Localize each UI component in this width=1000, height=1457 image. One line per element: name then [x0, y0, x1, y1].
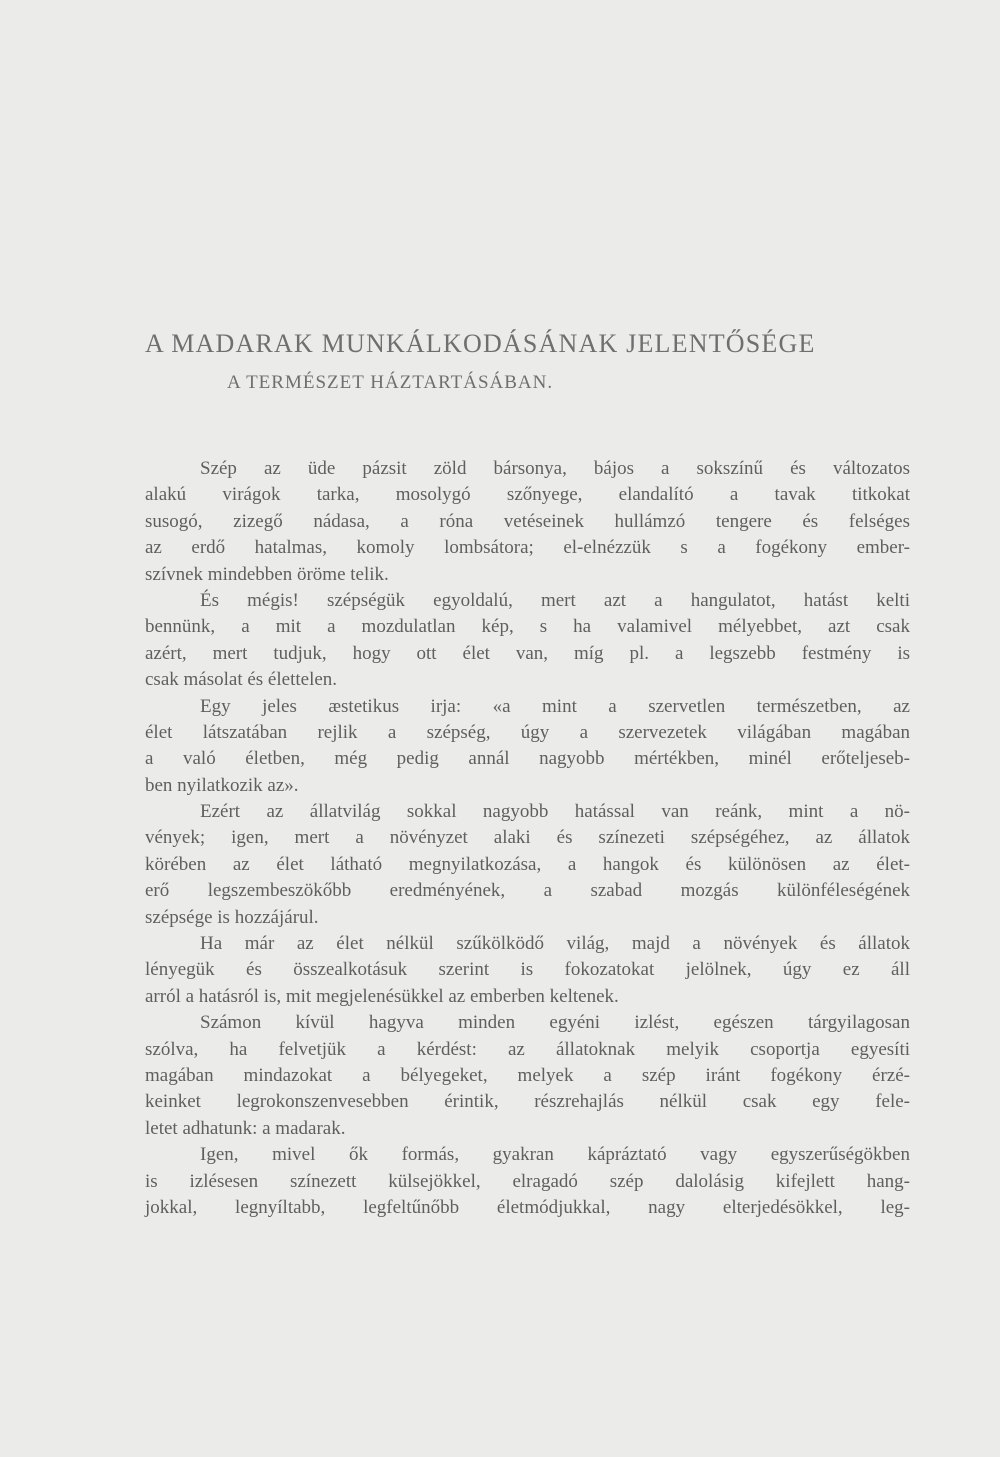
text-line: lényegük és összealkotásuk szerint is fokozatokat jelölnek, úgy ez áll [145, 959, 910, 981]
text-line: bennünk, a mit a mozdulatlan kép, s ha valamivel mélyebbet, azt csak [145, 616, 910, 638]
text-line: azért, mert tudjuk, hogy ott élet van, míg pl. a legszebb festmény is [145, 642, 910, 664]
text-line: alakú virágok tarka, mosolygó szőnyege, elandalító a tavak titkokat [145, 484, 910, 506]
text-line: Egy jeles æstetikus irja: «a mint a szervetlen természetben, az [200, 695, 910, 717]
text-line: susogó, zizegő nádasa, a róna vetéseinek hullámzó tengere és felséges [145, 510, 910, 532]
text-line: vények; igen, mert a növényzet alaki és színezeti szépségéhez, az állatok [145, 827, 910, 849]
text-line: körében az élet látható megnyilatkozása, a hangok és különösen az élet- [145, 853, 910, 875]
body-text [145, 456, 910, 1221]
text-line: arról a hatásról is, mit megjelenésükkel az emberben keltenek. [145, 985, 619, 1007]
text-line: Szép az üde pázsit zöld bársonya, bájos a sokszínű és változatos [200, 458, 910, 479]
page-subtitle: A TERMÉSZET HÁZTARTÁSÁBAN. [227, 372, 554, 393]
text-line: szólva, ha felvetjük a kérdést: az állatoknak melyik csoportja egyesíti [145, 1038, 910, 1060]
text-line: keinket legrokonszenvesebben érintik, részrehajlás nélkül csak egy fele- [145, 1091, 910, 1113]
text-line: élet látszatában rejlik a szépség, úgy a szervezetek világában magában [145, 721, 910, 743]
text-line: magában mindazokat a bélyegeket, melyek a szép iránt fogékony érzé- [145, 1064, 910, 1086]
text-line: Ezért az állatvilág sokkal nagyobb hatással van reánk, mint a nö- [200, 801, 910, 823]
text-line: csak másolat és élettelen. [145, 669, 338, 691]
text-line: szépsége is hozzájárul. [145, 906, 319, 928]
text-line: jokkal, legnyíltabb, legfeltűnőbb életmódjukkal, nagy elterjedésökkel, leg- [145, 1196, 910, 1218]
text-line: Számon kívül hagyva minden egyéni izlést, egészen tárgyilagosan [200, 1012, 910, 1034]
text-line: Ha már az élet nélkül szűkölködő világ, majd a növények és állatok [200, 933, 910, 955]
text-line: az erdő hatalmas, komoly lombsátora; el-elnézzük s a fogékony ember- [145, 537, 910, 559]
text-line: És mégis! szépségük egyoldalú, mert azt a hangulatot, hatást kelti [200, 589, 910, 611]
page-title: A MADARAK MUNKÁLKODÁSÁNAK JELENTŐSÉGE [145, 329, 816, 358]
text-line: is izlésesen színezett külsejökkel, elragadó szép dalolásig kifejlett hang- [145, 1170, 910, 1192]
text-line: letet adhatunk: a madarak. [145, 1117, 346, 1139]
text-line: a való életben, még pedig annál nagyobb mértékben, minél erőteljeseb- [145, 748, 910, 770]
text-line: szívnek mindebben öröme telik. [145, 563, 389, 585]
text-line: ben nyilatkozik az». [145, 774, 299, 796]
text-line: erő legszembeszökőbb eredményének, a szabad mozgás különféleségének [145, 880, 910, 902]
text-line: Igen, mivel ők formás, gyakran kápráztató vagy egyszerűségökben [200, 1144, 910, 1166]
